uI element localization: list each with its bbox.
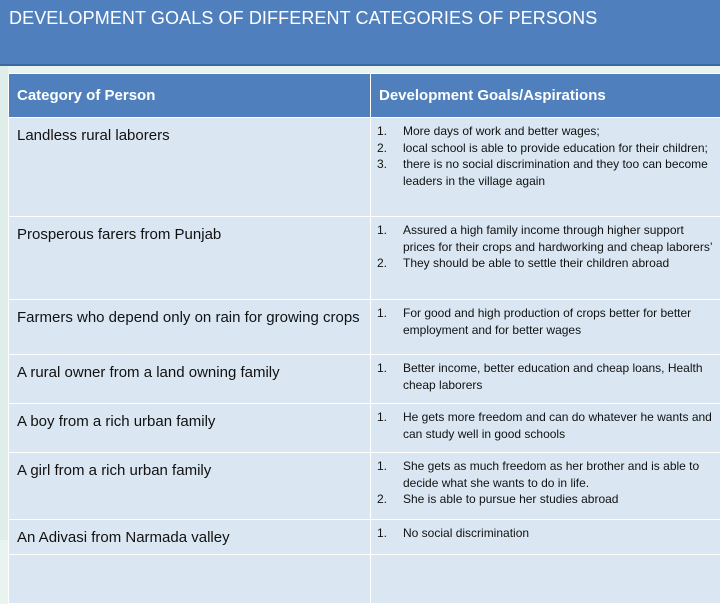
goals-table — [8, 73, 720, 604]
left-margin-strip — [0, 66, 8, 540]
goals-cell — [371, 453, 720, 520]
category-cell: An Adivasi from Narmada valley — [9, 520, 371, 555]
table-row — [9, 555, 720, 604]
goals-cell — [371, 520, 720, 555]
goal-text: She gets as much freedom as her brother and is able to decide what she wants to do in life. — [403, 458, 720, 491]
goal-number: 3. — [377, 156, 403, 189]
goal-text: He gets more freedom and can do whatever he wants and can study well in good schools — [403, 409, 720, 442]
goals-cell — [371, 404, 720, 453]
goal-item — [377, 458, 720, 491]
goal-text: She is able to pursue her studies abroad — [403, 491, 720, 508]
category-cell: Prosperous farers from Punjab — [9, 217, 371, 300]
category-cell: A rural owner from a land owning family — [9, 355, 371, 404]
goal-text: there is no social discrimination and they too can become leaders in the village again — [403, 156, 720, 189]
table-header-row — [9, 74, 720, 118]
goal-number: 1. — [377, 409, 403, 442]
goal-text: No social discrimination — [403, 525, 720, 542]
goal-item — [377, 525, 720, 542]
goal-number: 1. — [377, 222, 403, 255]
category-cell: A girl from a rich urban family — [9, 453, 371, 520]
goal-item — [377, 360, 720, 393]
goal-number: 1. — [377, 305, 403, 338]
goals-cell — [371, 355, 720, 404]
table-row — [9, 520, 720, 555]
goal-number: 1. — [377, 123, 403, 140]
header-category: Category of Person — [9, 74, 371, 118]
page-title: DEVELOPMENT GOALS OF DIFFERENT CATEGORIES OF PERSONS — [9, 8, 597, 29]
category-cell: Landless rural laborers — [9, 118, 371, 217]
goal-number: 2. — [377, 140, 403, 157]
goal-number: 1. — [377, 360, 403, 393]
goal-item — [377, 409, 720, 442]
goal-number: 2. — [377, 255, 403, 272]
table-row — [9, 300, 720, 355]
table-row — [9, 217, 720, 300]
header-goals: Development Goals/Aspirations — [371, 74, 720, 118]
goal-item — [377, 140, 720, 157]
goal-item — [377, 491, 720, 508]
goal-number: 1. — [377, 525, 403, 542]
goal-item — [377, 156, 720, 189]
goal-text: More days of work and better wages; — [403, 123, 720, 140]
goal-text: Assured a high family income through higher support prices for their crops and hardworking and cheap laborers’ — [403, 222, 720, 255]
goal-text: For good and high production of crops better for better employment and for better wages — [403, 305, 720, 338]
goal-number: 1. — [377, 458, 403, 491]
goals-cell — [371, 118, 720, 217]
goals-cell — [371, 217, 720, 300]
goal-text: Better income, better education and cheap loans, Health cheap laborers — [403, 360, 720, 393]
goal-item — [377, 123, 720, 140]
goal-item — [377, 305, 720, 338]
table-row — [9, 355, 720, 404]
goal-text: local school is able to provide education for their children; — [403, 140, 720, 157]
table-row — [9, 453, 720, 520]
category-cell: A boy from a rich urban family — [9, 404, 371, 453]
goal-item — [377, 255, 720, 272]
goal-number: 2. — [377, 491, 403, 508]
table-row — [9, 404, 720, 453]
category-cell: Farmers who depend only on rain for growing crops — [9, 300, 371, 355]
goal-item — [377, 222, 720, 255]
goal-text: They should be able to settle their children abroad — [403, 255, 720, 272]
goals-cell — [371, 300, 720, 355]
category-cell-empty — [9, 555, 371, 604]
table-row — [9, 118, 720, 217]
goals-cell-empty — [371, 555, 720, 604]
title-bar — [0, 0, 720, 66]
